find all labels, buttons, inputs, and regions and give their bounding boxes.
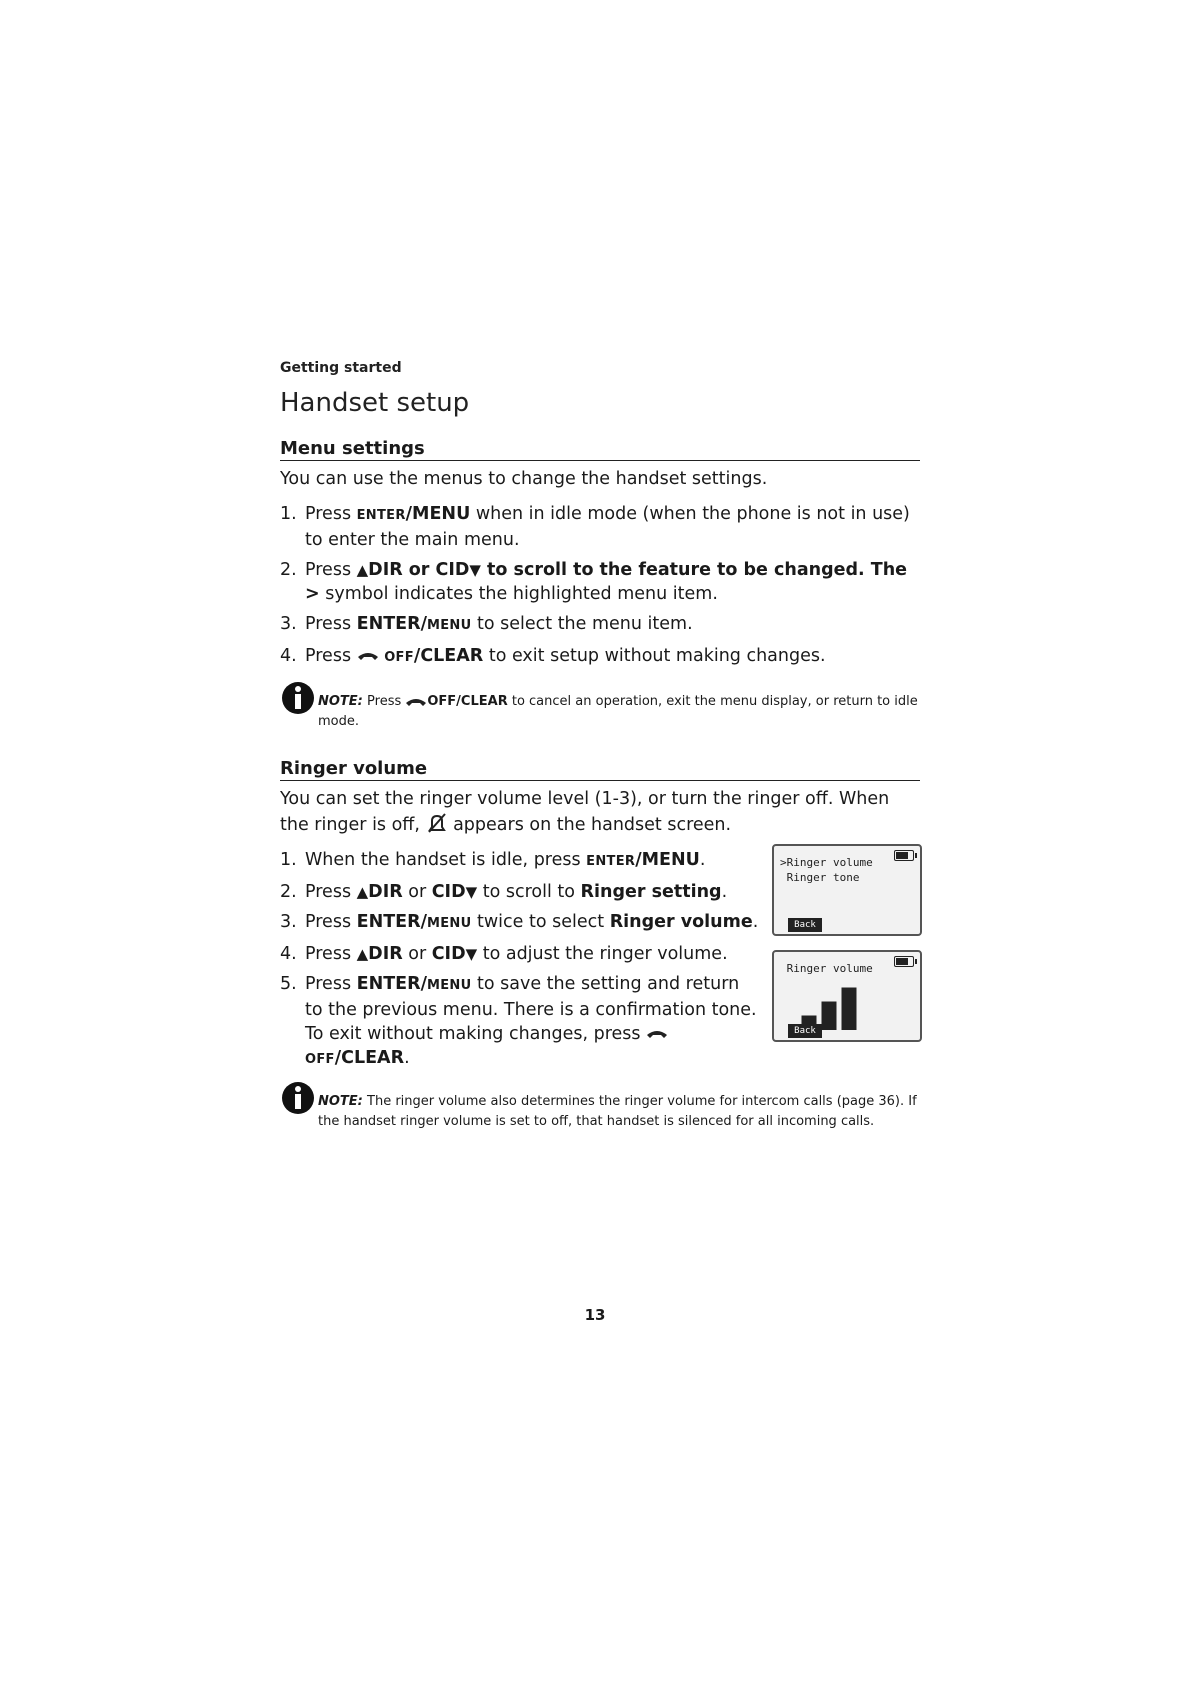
info-icon: [280, 1080, 316, 1116]
step-text: to scroll to the feature to be changed. The >: [305, 560, 908, 604]
ringer-volume-intro: [280, 787, 920, 838]
key-label: MENU: [426, 978, 472, 993]
menu-settings-steps: [280, 502, 920, 670]
screen-line: Ringer tone: [780, 871, 860, 884]
list-item: [280, 942, 760, 966]
note-lead: NOTE:: [318, 1094, 363, 1109]
battery-icon: [894, 850, 914, 861]
step-number: 3.: [280, 912, 297, 932]
list-item: [280, 880, 760, 904]
ringer-volume-body: [280, 848, 920, 1072]
volume-bar: [822, 1002, 836, 1030]
list-item: [280, 644, 920, 670]
step-text: Press: [305, 912, 357, 932]
list-item: [280, 848, 760, 874]
ringer-volume-steps: [280, 848, 760, 1072]
menu-item-name: Ringer volume: [609, 912, 753, 932]
up-arrow-icon: ▲: [356, 945, 369, 963]
key-label: DIR: [368, 560, 403, 580]
up-arrow-icon: ▲: [356, 561, 369, 579]
key-label: /MENU: [635, 850, 700, 870]
softkey-back: Back: [788, 1024, 822, 1038]
note-lead: NOTE:: [318, 694, 363, 709]
step-text: Press: [305, 646, 357, 666]
manual-page: [280, 360, 920, 1132]
ringer-volume-heading: Ringer volume: [280, 758, 920, 781]
step-text: or: [402, 882, 432, 902]
intro-text: appears on the handset screen.: [447, 815, 732, 835]
list-item: [280, 558, 920, 606]
page-number: 13: [584, 1306, 606, 1324]
step-text: .: [699, 850, 706, 870]
key-label: DIR: [368, 882, 403, 902]
key-label: OFF/CLEAR: [427, 694, 508, 709]
list-item: [280, 972, 760, 1072]
key-label: /MENU: [405, 504, 471, 524]
step-number: 4.: [280, 944, 297, 964]
screen-line: >Ringer volume: [780, 856, 873, 869]
handset-off-icon: [646, 1029, 668, 1039]
key-label: OFF: [305, 1052, 335, 1067]
step-text: Press: [305, 944, 357, 964]
menu-settings-intro: You can use the menus to change the handset settings.: [280, 469, 768, 489]
key-label: ENTER: [356, 508, 406, 523]
key-label: DIR: [368, 944, 403, 964]
screen-line: Ringer volume: [780, 962, 873, 975]
step-text: .: [752, 912, 759, 932]
key-label: ENTER: [586, 854, 636, 869]
menu-settings-heading: Menu settings: [280, 438, 920, 461]
list-item: [280, 612, 920, 638]
step-text: to exit setup without making changes.: [483, 646, 826, 666]
volume-level-icon: [794, 980, 864, 1030]
key-label: /CLEAR: [334, 1048, 405, 1068]
softkey-back: Back: [788, 918, 822, 932]
key-label: /CLEAR: [413, 646, 484, 666]
note-text: Press: [362, 694, 406, 709]
step-text: to select the menu item.: [471, 614, 693, 634]
handset-off-icon: [405, 697, 427, 707]
step-text: .: [721, 882, 728, 902]
key-label: MENU: [426, 618, 472, 633]
handset-off-icon: [357, 651, 379, 661]
step-text: to adjust the ringer volume.: [477, 944, 728, 964]
ringer-off-icon: [426, 812, 448, 834]
list-item: [280, 910, 760, 936]
step-text: When the handset is idle, press: [305, 850, 587, 870]
volume-bar: [842, 988, 856, 1030]
step-text: Press: [305, 614, 357, 634]
battery-icon: [894, 956, 914, 967]
step-text: Press: [305, 560, 357, 580]
step-text: to save the setting and return to the previous menu. There is a confirmation tone. To exit without making changes, press: [305, 974, 757, 1044]
up-arrow-icon: ▲: [356, 883, 369, 901]
handset-screen-volume: [772, 950, 922, 1042]
step-text: Press: [305, 882, 357, 902]
step-number: 2.: [280, 560, 297, 580]
key-label: ENTER/: [356, 912, 427, 932]
key-label: ENTER/: [356, 614, 427, 634]
menu-settings-note: [280, 680, 920, 732]
step-text: .: [404, 1048, 410, 1068]
step-text: when in idle mode (when the phone is not in use) to enter the main menu.: [305, 504, 910, 550]
down-arrow-icon: ▼: [465, 883, 478, 901]
key-label: MENU: [426, 916, 472, 931]
step-number: 2.: [280, 882, 297, 902]
note-text: to cancel an operation, exit the menu display, or return to idle mode.: [318, 694, 918, 729]
intro-text: You can set the ringer volume level (1-3), or turn the ringer off. When the ringer is off,: [280, 789, 890, 835]
down-arrow-icon: ▼: [465, 945, 478, 963]
step-text: twice to select: [471, 912, 610, 932]
step-text: Press: [305, 974, 357, 994]
step-text: Press: [305, 504, 357, 524]
step-number: 3.: [280, 614, 297, 634]
step-number: 1.: [280, 504, 297, 524]
key-label: CID: [435, 560, 470, 580]
step-number: 1.: [280, 850, 297, 870]
handset-screen-menu: [772, 844, 922, 936]
step-text: or: [402, 944, 432, 964]
ringer-volume-note: [280, 1080, 920, 1132]
step-text: to scroll to: [477, 882, 581, 902]
step-text: or: [402, 560, 436, 580]
step-number: 5.: [280, 974, 297, 994]
note-text: The ringer volume also determines the ringer volume for intercom calls (page 36). If the handset ringer volume is set to off, that handset is silenced for all incoming calls.: [318, 1094, 917, 1129]
step-number: 4.: [280, 646, 297, 666]
down-arrow-icon: ▼: [469, 561, 481, 579]
key-label: ENTER/: [356, 974, 427, 994]
menu-item-name: Ringer setting: [580, 882, 722, 902]
list-item: [280, 502, 920, 552]
step-text: symbol indicates the highlighted menu item.: [319, 584, 718, 604]
page-title: Handset setup: [280, 388, 470, 418]
section-label: Getting started: [280, 360, 402, 376]
key-label: CID: [431, 944, 466, 964]
key-label: CID: [431, 882, 466, 902]
info-icon: [280, 680, 316, 716]
key-label: OFF: [384, 650, 414, 665]
